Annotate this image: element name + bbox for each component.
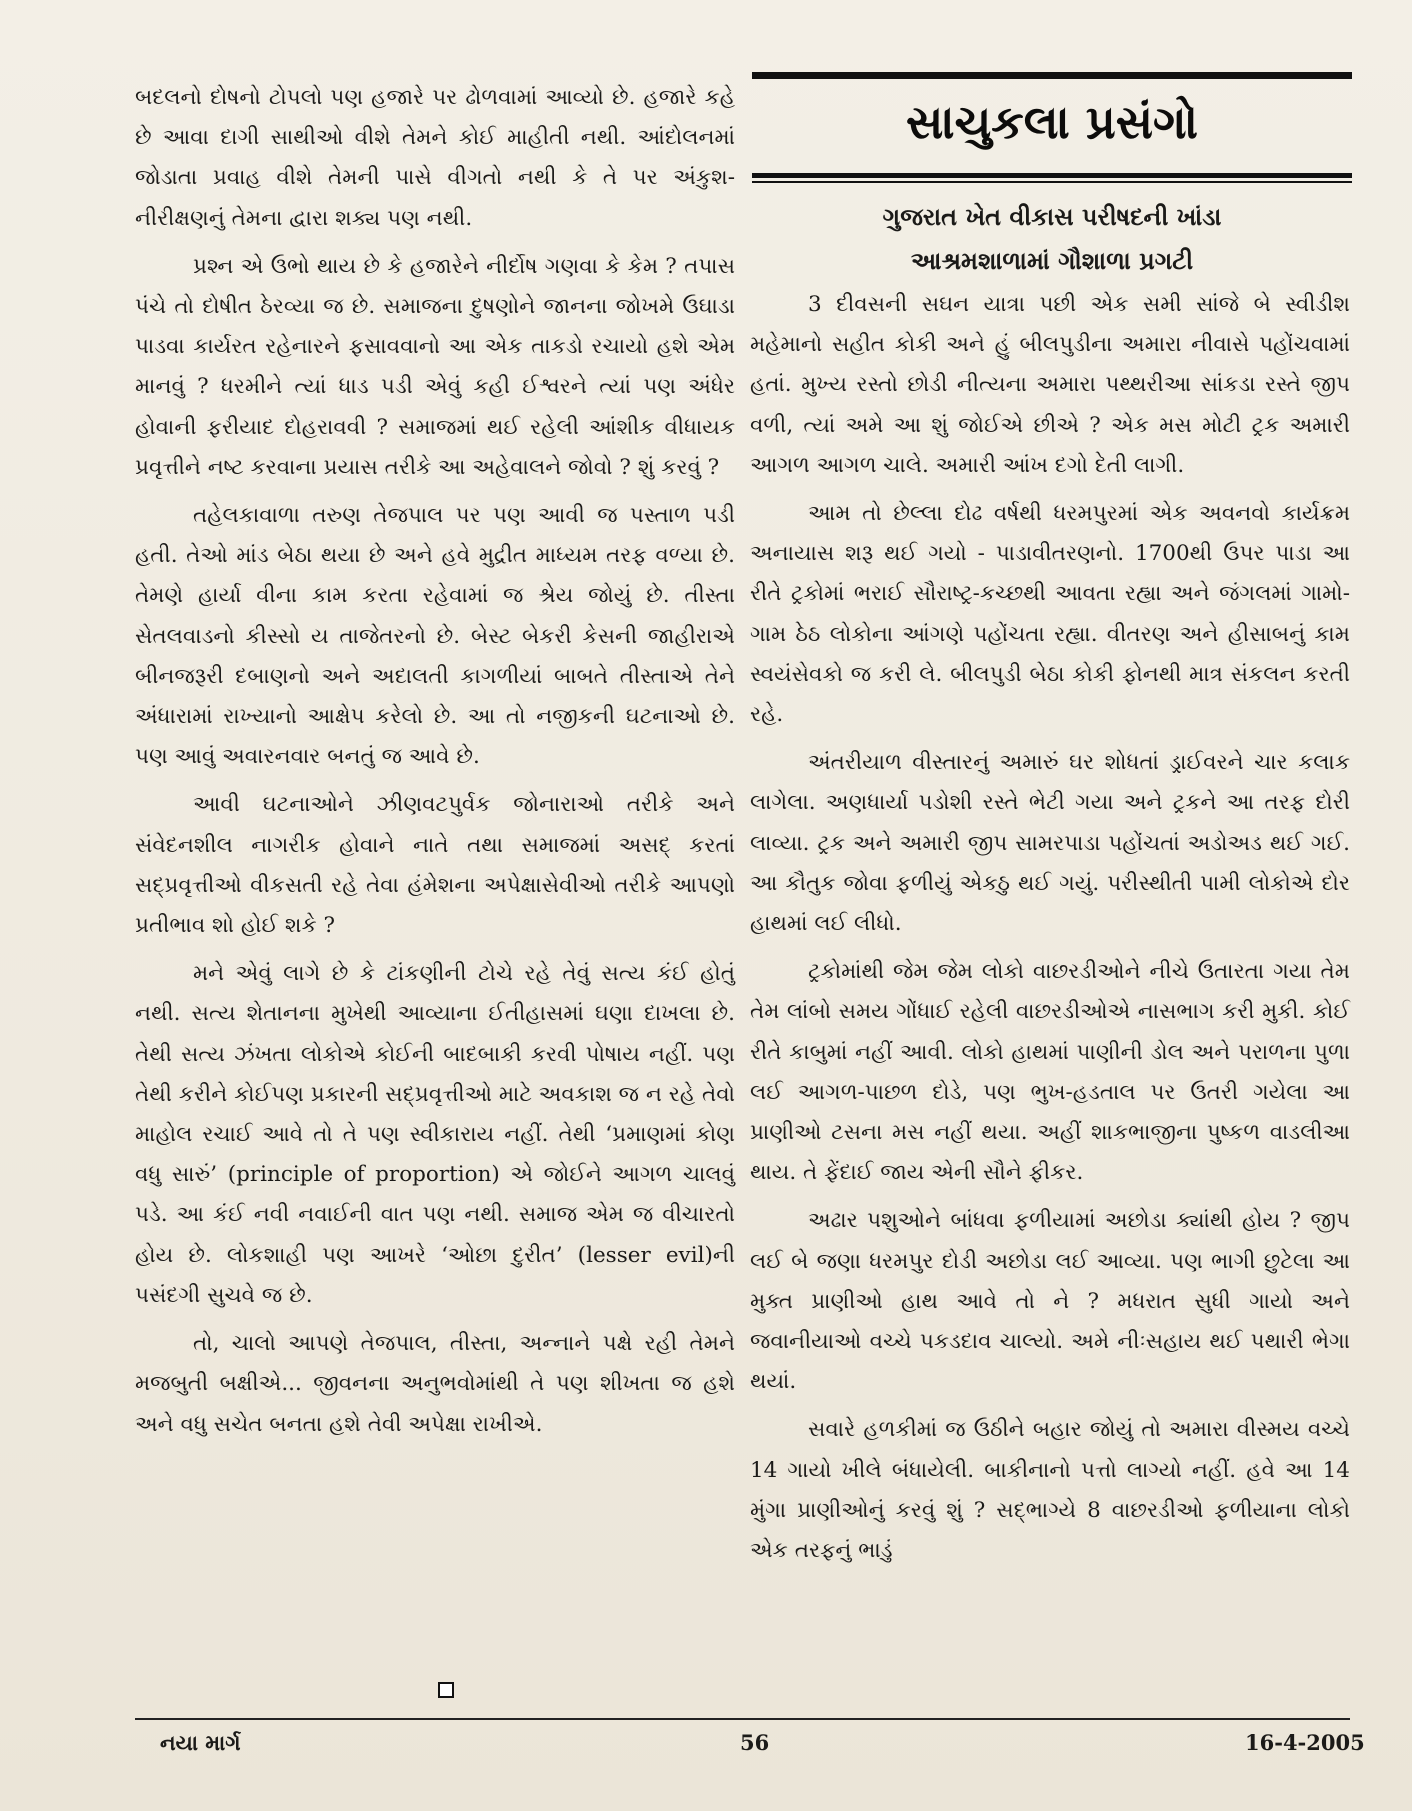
- paragraph: અંતરીયાળ વીસ્તારનું અમારું ઘર શોધતાં ડ્રાઈવરને ચાર કલાક લાગેલા. અણધાર્યા પડોશી રસ્તે ભેટી ગયા અને ટ્રકને આ તરફ દોરી લાવ્યા. ટ્રક અને અમારી જીપ સામરપાડા પહોંચતાં અડોઅડ થઈ ગઈ. આ કૌતુક જોવા ફળીયું એકઠુ થઈ ગયું. પરીસ્થીતી પામી લોકોએ દોર હાથમાં લઈ લીધો.: [750, 750, 1350, 937]
- section-bottom-thin-rule: [752, 181, 1352, 183]
- right-column: [750, 285, 1350, 1571]
- article-title-line: આશ્રમશાળામાં ગૌશાળા પ્રગટી: [910, 247, 1194, 275]
- paragraph: સવારે હળકીમાં જ ઉઠીને બહાર જોયું તો અમારા વીસ્મય વચ્ચે 14 ગાયો ખીલે બંધાયેલી. બાકીનાનો પત્તો લાગ્યો નહીં. હવે આ 14 મુંગા પ્રાણીઓનું કરવું શું ? સદ્ભાગ્યે 8 વાછરડીઓ ફળીયાના લોકો એક તરફનું ભાડું: [750, 1417, 1350, 1564]
- paragraph: આમ તો છેલ્લા દોઢ વર્ષથી ધરમપુરમાં એક અવનવો કાર્યક્રમ અનાયાસ શરૂ થઈ ગયો - પાડાવીતરણનો. 1700થી ઉપર પાડા આ રીતે ટ્રકોમાં ભરાઈ સૌરાષ્ટ્ર-કચ્છથી આવતા રહ્યા અને જંગલમાં ગામો-ગામ ઠેઠ લોકોના આંગણે પહોંચતા રહ્યા. વીતરણ અને હીસાબનું કામ સ્વયંસેવકો જ કરી લે. બીલપુડી બેઠા કોકી ફોનથી માત્ર સંકલન કરતી રહે.: [750, 501, 1350, 728]
- end-of-article-box-icon: [438, 1682, 454, 1698]
- footer-page-number: 56: [740, 1730, 770, 1755]
- article-title: [752, 195, 1352, 283]
- paragraph: તહેલકાવાળા તરુણ તેજપાલ પર પણ આવી જ પસ્તાળ પડી હતી. તેઓ માંડ બેઠા થયા છે અને હવે મુદ્રીત માધ્યમ તરફ વળ્યા છે. તેમણે હાર્યા વીના કામ કરતા રહેવામાં જ શ્રેય જોયું છે. તીસ્તા સેતલવાડનો કીસ્સો ય તાજેતરનો છે. બેસ્ટ બેકરી કેસની જાહીરાએ બીનજરૂરી દબાણનો અને અદાલતી કાગળીયાં બાબતે તીસ્તાએ તેને અંધારામાં રાખ્યાનો આક્ષેપ કરેલો છે. આ તો નજીકની ઘટનાઓ છે. પણ આવું અવારનવાર બનતું જ આવે છે.: [135, 503, 735, 770]
- paragraph: આવી ઘટનાઓને ઝીણવટપુર્વક જોનારાઓ તરીકે અને સંવેદનશીલ નાગરીક હોવાને નાતે તથા સમાજમાં અસદ્ કરતાં સદ્પ્રવૃત્તીઓ વીકસતી રહે તેવા હંમેશના અપેક્ષાસેવીઓ તરીકે આપણો પ્રતીભાવ શો હોઈ શકે ?: [135, 792, 735, 939]
- paragraph: 3 દીવસની સઘન યાત્રા પછી એક સમી સાંજે બે સ્વીડીશ મહેમાનો સહીત કોકી અને હું બીલપુડીના અમારા નીવાસે પહોંચવામાં હતાં. મુખ્ય રસ્તો છોડી નીત્યના અમારા પથ્થરીઆ સાંકડા રસ્તે જીપ વળી, ત્યાં અમે આ શું જોઈએ છીએ ? એક મસ મોટી ટ્રક અમારી આગળ આગળ ચાલે. અમારી આંખ દગો દેતી લાગી.: [750, 292, 1350, 478]
- left-column: [135, 78, 735, 1445]
- footer-magazine-name: નયા માર્ગ: [160, 1730, 241, 1755]
- paragraph: પ્રશ્ન એ ઉભો થાય છે કે હજારેને નીર્દોષ ગણવા કે કેમ ? તપાસ પંચે તો દોષીત ઠેરવ્યા જ છે. સમાજના દુષણોને જાનના જોખમે ઉઘાડા પાડવા કાર્યરત રહેનારને ફસાવવાનો આ એક તાકડો રચાયો હશે એમ માનવું ? ધરમીને ત્યાં ધાડ પડી એવું કહી ઈશ્વરને ત્યાં પણ અંધેર હોવાની ફરીયાદ દોહરાવવી ? સમાજમાં થઈ રહેલી આંશીક વીધાયક પ્રવૃત્તીને નષ્ટ કરવાના પ્રયાસ તરીકે આ અહેવાલને જોવો ? શું કરવું ?: [135, 253, 735, 480]
- paragraph: તો, ચાલો આપણે તેજપાલ, તીસ્તા, અન્નાને પક્ષે રહી તેમને મજબુતી બક્ષીએ... જીવનના અનુભવોમાંથી તે પણ શીખતા જ હશે અને વધુ સચેત બનતા હશે તેવી અપેક્ષા રાખીએ.: [135, 1331, 735, 1437]
- section-top-rule: [752, 72, 1352, 79]
- article-title-line: ગુજરાત ખેત વીકાસ પરીષદની ખાંડા: [882, 203, 1222, 231]
- paragraph: ટ્રકોમાંથી જેમ જેમ લોકો વાછરડીઓને નીચે ઉતારતા ગયા તેમ તેમ લાંબો સમય ગોંધાઈ રહેલી વાછરડીઓએ નાસભાગ કરી મુકી. કોઈ રીતે કાબુમાં નહીં આવી. લોકો હાથમાં પાણીની ડોલ અને પરાળના પુળા લઈ આગળ-પાછળ દોડે, પણ ભુખ-હડતાલ પર ઉતરી ગયેલા આ પ્રાણીઓ ટસના મસ નહીં થયા. અહીં શાકભાજીના પુષ્કળ વાડલીઆ થાય. તે ફેંદાઈ જાય એની સૌને ફીકર.: [750, 959, 1350, 1186]
- paragraph: અઢાર પશુઓને બાંધવા ફળીયામાં અછોડા ક્યાંથી હોય ? જીપ લઈ બે જણા ધરમપુર દોડી અછોડા લઈ આવ્યા. પણ ભાગી છુટેલા આ મુક્ત પ્રાણીઓ હાથ આવે તો ને ? મધરાત સુધી ગાયો અને જવાનીયાઓ વચ્ચે પકડદાવ ચાલ્યો. અમે નીઃસહાય થઈ પથારી ભેગા થયાં.: [750, 1208, 1350, 1395]
- paragraph: બદલનો દોષનો ટોપલો પણ હજારે પર ઢોળવામાં આવ્યો છે. હજારે કહે છે આવા દાગી સાથીઓ વીશે તેમને કોઈ માહીતી નથી. આંદોલનમાં જોડાતા પ્રવાહ વીશે તેમની પાસે વીગતો નથી કે તે પર અંકુશ-નીરીક્ષણનું તેમના દ્વારા શક્ય પણ નથી.: [135, 85, 735, 231]
- section-title: સાચુકલા પ્રસંગો: [905, 95, 1199, 149]
- footer-rule: [135, 1718, 1350, 1720]
- footer-date: 16-4-2005: [1245, 1730, 1365, 1755]
- section-bottom-rule: [752, 173, 1352, 178]
- paragraph: મને એવું લાગે છે કે ટાંકણીની ટોચે રહે તેવું સત્ય કંઈ હોતું નથી. સત્ય શેતાનના મુખેથી આવ્યાના ઈતીહાસમાં ઘણા દાખલા છે. તેથી સત્ય ઝંખતા લોકોએ કોઈની બાદબાકી કરવી પોષાય નહીં. પણ તેથી કરીને કોઈપણ પ્રકારની સદ્પ્રવૃત્તીઓ માટે અવકાશ જ ન રહે તેવો માહોલ રચાઈ આવે તો તે પણ સ્વીકારાય નહીં. તેથી ‘પ્રમાણમાં કોણ વધુ સારું’ (principle of proportion) એ જોઈને આગળ ચાલવું પડે. આ કંઈ નવી નવાઈની વાત પણ નથી. સમાજ એમ જ વીચારતો હોય છે. લોકશાહી પણ આખરે ‘ઓછા દુરીત’ (lesser evil)ની પસંદગી સુચવે જ છે.: [135, 961, 735, 1308]
